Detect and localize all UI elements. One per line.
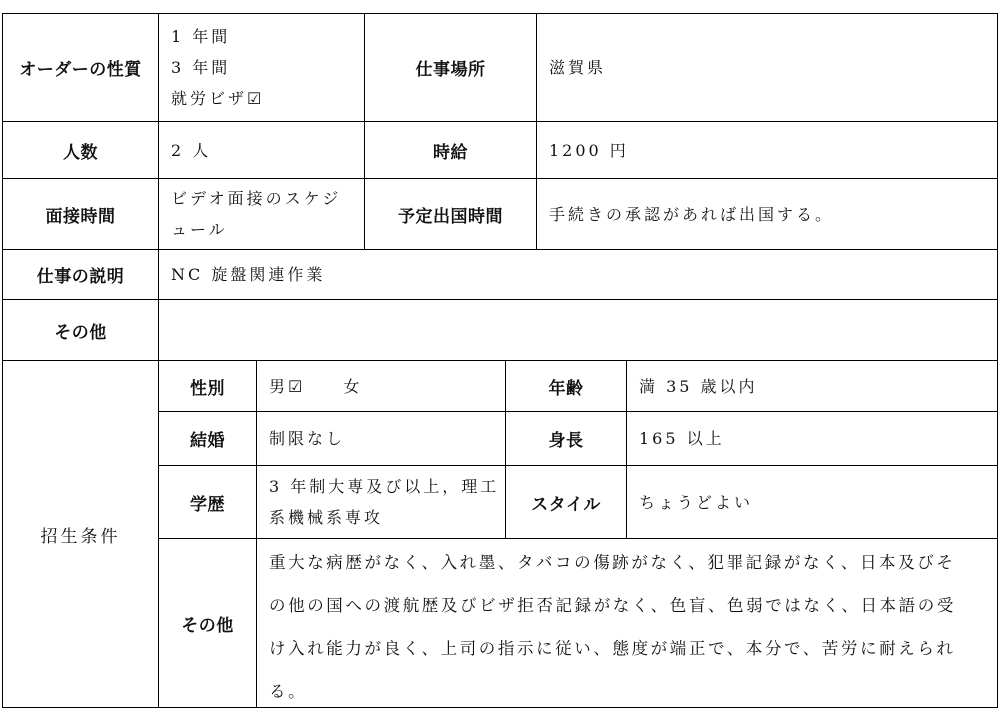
order-nature-value: 就労ビザ☑ bbox=[171, 89, 265, 108]
recruit-other-line: の他の国への渡航歴及びビザ拒否記録がなく、色盲、色弱ではなく、日本語の受 bbox=[269, 596, 956, 615]
education-value bbox=[257, 466, 505, 538]
marriage-label: 結婚 bbox=[190, 431, 225, 451]
order-nature-values bbox=[159, 14, 364, 121]
height-value: 165 以上 bbox=[639, 429, 725, 448]
age-value: 満 35 歳以内 bbox=[639, 376, 758, 396]
headcount-value: 2 人 bbox=[171, 140, 212, 160]
marriage-value: 制限なし bbox=[269, 429, 346, 448]
height-label: 身長 bbox=[548, 431, 584, 451]
education-line: 系機械系専攻 bbox=[269, 508, 384, 527]
other-value bbox=[159, 300, 997, 360]
departure-time-value: 手続きの承認があれば出国する。 bbox=[549, 204, 835, 224]
order-nature-label: オーダーの性質 bbox=[19, 60, 142, 80]
recruit-other-line: け入れ能力が良く、上司の指示に従い、態度が端正で、本分で、苦労に耐えられ bbox=[269, 639, 956, 658]
order-nature-value: 1 年間 bbox=[171, 27, 231, 46]
table-border-line bbox=[2, 707, 998, 708]
interview-time-label: 面接時間 bbox=[45, 206, 116, 227]
recruit-other-value bbox=[257, 539, 997, 707]
gender-value: 男☑ 女 bbox=[269, 376, 363, 396]
headcount-label: 人数 bbox=[63, 142, 98, 163]
wage-label: 時給 bbox=[433, 142, 468, 163]
wage-value: 1200 円 bbox=[549, 140, 629, 160]
interview-time-line: ビデオ面接のスケジ bbox=[171, 189, 342, 208]
workplace-label: 仕事場所 bbox=[415, 60, 486, 80]
interview-time-value bbox=[159, 179, 364, 249]
style-value: ちょうどよい bbox=[639, 492, 754, 512]
other-label: その他 bbox=[54, 322, 107, 343]
interview-time-line: ュール bbox=[171, 220, 228, 239]
age-label: 年齢 bbox=[548, 378, 584, 399]
recruit-other-line: る。 bbox=[269, 682, 308, 701]
recruit-other-line: 重大な病歴がなく、入れ墨、タバコの傷跡がなく、犯罪記録がなく、日本及びそ bbox=[269, 553, 956, 572]
table-border-line bbox=[997, 13, 998, 708]
recruitment-conditions-label: 招生条件 bbox=[40, 526, 121, 547]
education-line: 3 年制大専及び以上，理工 bbox=[269, 477, 500, 496]
style-label: スタイル bbox=[531, 494, 601, 515]
departure-time-label: 予定出国時間 bbox=[398, 206, 503, 227]
education-label: 学歴 bbox=[190, 494, 225, 515]
gender-label: 性別 bbox=[190, 378, 225, 399]
workplace-value: 滋賀県 bbox=[549, 58, 607, 77]
job-description-label: 仕事の説明 bbox=[36, 267, 125, 287]
order-nature-value: 3 年間 bbox=[171, 58, 231, 77]
job-description-value: NC 旋盤関連作業 bbox=[171, 265, 326, 284]
recruit-other-label: その他 bbox=[181, 615, 234, 636]
